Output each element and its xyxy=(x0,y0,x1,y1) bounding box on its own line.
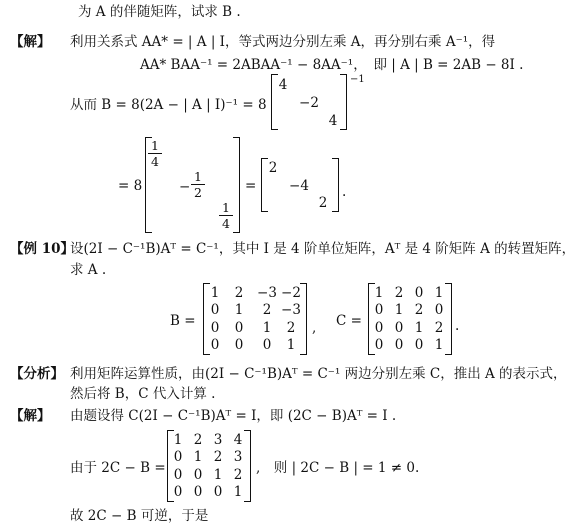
matrix-cell: 2 xyxy=(262,302,272,318)
fraction: 1 4 xyxy=(219,201,233,230)
matrix-cell: 3 xyxy=(233,449,243,465)
matrix-cell: 2 xyxy=(213,449,223,465)
equation-line: AA* BAA⁻¹ = 2ABAA⁻¹ − 8AA⁻¹， 即 | A | B = 2AB − 8I . xyxy=(140,57,524,73)
matrix-cell: −2 xyxy=(281,285,301,301)
matrix-cell: 0 xyxy=(394,320,404,336)
matrix-cell: 0 xyxy=(213,484,223,500)
matrix-cell: 0 xyxy=(193,484,203,500)
matrix-cell: 2 xyxy=(268,160,278,176)
matrix-cell: 2 xyxy=(234,285,244,301)
section-heading-example: 【例 10】 xyxy=(10,241,74,257)
text-line: 为 A 的伴随矩阵，试求 B . xyxy=(78,4,241,20)
text-line: 然后将 B，C 代入计算 . xyxy=(70,386,216,402)
fraction: 1 2 xyxy=(191,170,205,199)
matrix-cell: 1 xyxy=(234,302,244,318)
matrix-cell: 2 xyxy=(193,432,203,448)
matrix-cell: 0 xyxy=(434,302,444,318)
inverse-exponent: −1 xyxy=(350,74,365,85)
matrix-cell: 1 xyxy=(286,337,296,353)
matrix-cell: −3 xyxy=(281,302,301,318)
matrix-diag-1 xyxy=(271,74,347,130)
matrix-cell: 1 xyxy=(233,484,243,500)
matrix-label-b: B = xyxy=(170,313,196,329)
matrix-c xyxy=(368,283,452,355)
matrix-cell: 1 xyxy=(213,467,223,483)
matrix-cell: 1 xyxy=(434,285,444,301)
matrix-cell: 1 xyxy=(394,302,404,318)
comma: , xyxy=(312,320,317,336)
matrix-diag-fractions xyxy=(145,137,240,233)
equals-sign: = xyxy=(245,178,257,194)
matrix-cell: 2 xyxy=(233,467,243,483)
minus-sign: − xyxy=(179,179,191,195)
matrix-cell: 0 xyxy=(210,302,220,318)
period: . xyxy=(342,184,347,200)
matrix-cell: 0 xyxy=(193,467,203,483)
section-heading-solution: 【解】 xyxy=(10,408,51,424)
matrix-cell: 0 xyxy=(262,337,272,353)
section-heading-solution: 【解】 xyxy=(10,34,51,50)
matrix-cell: 1 xyxy=(210,285,220,301)
matrix-cell: 0 xyxy=(210,320,220,336)
matrix-cell: 0 xyxy=(173,484,183,500)
matrix-cell: 0 xyxy=(414,337,424,353)
matrix-cell: 2 xyxy=(394,285,404,301)
matrix-cell: 2 xyxy=(286,320,296,336)
matrix-cell: 0 xyxy=(173,449,183,465)
text-line: , 则 | 2C − B | = 1 ≠ 0. xyxy=(256,460,420,476)
period: . xyxy=(455,318,460,334)
text-line: 由于 2C − B = xyxy=(70,460,166,476)
equation-line: 从而 B = 8(2A − | A | I)⁻¹ = 8 xyxy=(70,97,267,113)
text-line: 求 A . xyxy=(70,262,107,278)
text-line: 利用矩阵运算性质，由(2I − C⁻¹B)Aᵀ = C⁻¹ 两边分别左乘 C，推出 A 的表示式， xyxy=(70,366,567,382)
text-line: 利用关系式 AA* = | A | I，等式两边分别左乘 A，再分别右乘 A⁻¹，得 xyxy=(70,34,496,50)
matrix-cell: 4 xyxy=(278,77,288,93)
matrix-cell: 0 xyxy=(374,337,384,353)
matrix-cell: 0 xyxy=(234,337,244,353)
matrix-cell: 1 xyxy=(374,285,384,301)
matrix-cell: 0 xyxy=(173,467,183,483)
matrix-cell: 2 xyxy=(434,320,444,336)
matrix-cell: 1 xyxy=(434,337,444,353)
section-heading-analysis: 【分析】 xyxy=(10,366,64,382)
matrix-cell: 0 xyxy=(374,302,384,318)
equation-line: = 8 xyxy=(118,178,143,194)
matrix-label-c: C = xyxy=(336,313,362,329)
matrix-diag-3 xyxy=(261,158,339,212)
matrix-b xyxy=(203,283,307,355)
matrix-cell: 1 xyxy=(414,320,424,336)
matrix-cell: 2 xyxy=(318,195,328,211)
matrix-cell: 0 xyxy=(210,337,220,353)
text-line: 设(2I − C⁻¹B)Aᵀ = C⁻¹，其中 I 是 4 阶单位矩阵，Aᵀ 是 4 阶矩阵 A 的转置矩阵， xyxy=(70,241,576,257)
matrix-cell: 1 xyxy=(193,449,203,465)
matrix-cell: −2 xyxy=(299,95,319,111)
text-line: 故 2C − B 可逆，于是 xyxy=(70,508,209,524)
matrix-cell: −3 xyxy=(257,285,277,301)
fraction: 1 4 xyxy=(148,139,162,168)
matrix-cell: 4 xyxy=(328,113,338,129)
matrix-cell: −4 xyxy=(289,178,309,194)
matrix-cell: 2 xyxy=(414,302,424,318)
matrix-cell: 1 xyxy=(173,432,183,448)
matrix-cell: 1 xyxy=(262,320,272,336)
matrix-cell: 0 xyxy=(414,285,424,301)
matrix-cell: 4 xyxy=(233,432,243,448)
text-line: 由题设得 C(2I − C⁻¹B)Aᵀ = I，即 (2C − B)Aᵀ = I . xyxy=(70,408,397,424)
matrix-cell: 3 xyxy=(213,432,223,448)
matrix-2c-minus-b xyxy=(167,430,251,502)
matrix-cell: 0 xyxy=(394,337,404,353)
matrix-cell: 0 xyxy=(234,320,244,336)
matrix-cell: 0 xyxy=(374,320,384,336)
